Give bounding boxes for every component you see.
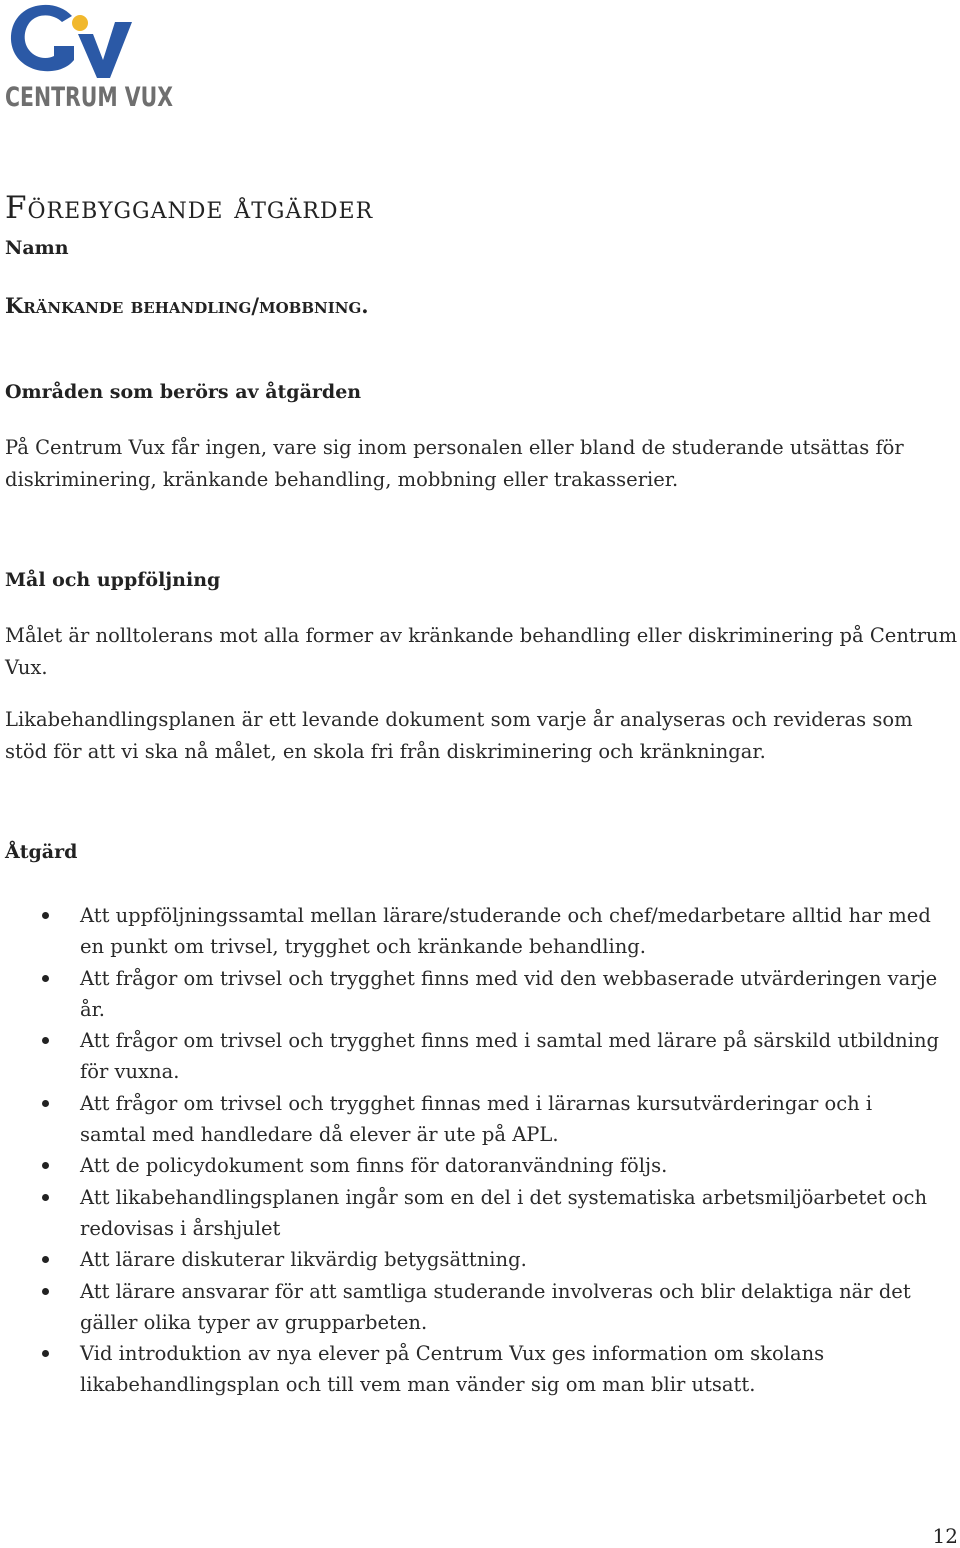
list-item-text: Vid introduktion av nya elever på Centrum Vux ges information om skolans likabehandlingsplan och till vem man vänder sig om man blir utsatt.	[80, 1342, 825, 1397]
bullet-icon	[42, 1037, 49, 1044]
list-item-text: Att lärare ansvarar för att samtliga studerande involveras och blir delaktiga när det gäller olika typer av grupparbeten.	[80, 1279, 911, 1334]
list-item	[0, 1088, 940, 1151]
list-item	[0, 1244, 940, 1275]
centrum-vux-logo	[2, 0, 174, 112]
logo-v-mark	[78, 22, 132, 78]
areas-heading: Områden som berörs av åtgärden	[5, 381, 362, 403]
bullet-icon	[42, 1100, 49, 1107]
page-number: 12	[932, 1524, 958, 1548]
list-item	[0, 1025, 940, 1088]
list-item	[0, 1182, 940, 1245]
bullet-icon	[42, 1256, 49, 1263]
bullet-icon	[42, 975, 49, 982]
name-label: Namn	[5, 237, 69, 259]
bullet-icon	[42, 1350, 49, 1357]
logo-c-mark	[11, 5, 74, 71]
action-list	[0, 900, 940, 1401]
list-item-text: Att lärare diskuterar likvärdig betygsättning.	[80, 1248, 527, 1272]
action-heading: Åtgärd	[5, 841, 78, 863]
subject-heading: Kränkande behandling/mobbning.	[5, 293, 369, 318]
list-item-text: Att frågor om trivsel och trygghet finnas med i lärarnas kursutvärderingar och i samtal med handledare då elever är ute på APL.	[80, 1091, 873, 1147]
list-item	[0, 1276, 940, 1339]
goal-paragraph-2: Likabehandlingsplanen är ett levande dokument som varje år analyseras och revideras som stöd för att vi ska nå målet, en skola fri från diskriminering och kränkningar.	[5, 708, 913, 763]
list-item-text: Att frågor om trivsel och trygghet finns med vid den webbaserade utvärderingen varje år.	[80, 966, 938, 1021]
list-item	[0, 1150, 940, 1181]
list-item-text: Att de policydokument som finns för datoranvändning följs.	[80, 1154, 668, 1178]
logo-dot	[72, 15, 88, 31]
bullet-icon	[42, 1162, 49, 1169]
list-item	[0, 963, 940, 1026]
areas-paragraph: På Centrum Vux får ingen, vare sig inom personalen eller bland de studerande utsättas för diskriminering, kränkande behandling, mobbning eller trakasserier.	[5, 436, 904, 491]
list-item-text: Att uppföljningssamtal mellan lärare/studerande och chef/medarbetare alltid har med en punkt om trivsel, trygghet och kränkande behandling.	[80, 904, 931, 959]
list-item-text: Att likabehandlingsplanen ingår som en del i det systematiska arbetsmiljöarbetet och redovisas i årshjulet	[80, 1185, 928, 1240]
goal-paragraph-1: Målet är nolltolerans mot alla former av kränkande behandling eller diskriminering på Centrum Vux.	[5, 624, 958, 679]
document-title: Förebyggande åtgärder	[5, 190, 374, 226]
bullet-icon	[42, 1288, 49, 1295]
bullet-icon	[42, 1194, 49, 1201]
list-item-text: Att frågor om trivsel och trygghet finns med i samtal med lärare på särskild utbildning för vuxna.	[80, 1029, 940, 1084]
list-item	[0, 900, 940, 963]
goal-heading: Mål och uppföljning	[5, 569, 221, 591]
logo-wordmark: CENTRUM VUX	[5, 82, 174, 113]
list-item	[0, 1338, 940, 1401]
bullet-icon	[42, 912, 49, 919]
